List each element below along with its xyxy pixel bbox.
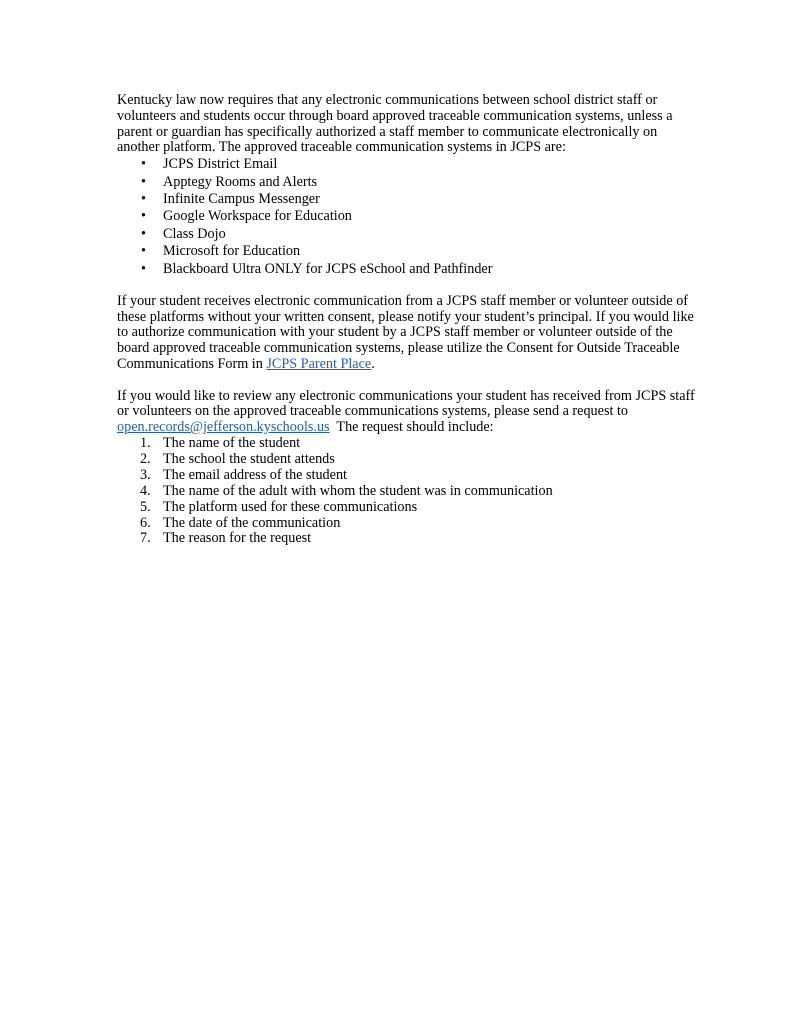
open-records-email-link[interactable]: open.records@jefferson.kyschools.us bbox=[117, 419, 330, 436]
parent-place-link[interactable]: JCPS Parent Place bbox=[266, 356, 372, 373]
list-item-label: The platform used for these communications bbox=[163, 498, 418, 515]
list-item-label: Apptegy Rooms and Alerts bbox=[163, 173, 318, 190]
list-item bbox=[117, 226, 701, 243]
list-item-label: The reason for the request bbox=[163, 530, 312, 547]
list-item bbox=[117, 174, 701, 191]
list-item-label: Blackboard Ultra ONLY for JCPS eSchool and Pathfinder bbox=[163, 260, 493, 277]
list-number: 5. bbox=[140, 498, 151, 515]
list-item bbox=[117, 243, 701, 260]
document-page bbox=[117, 93, 701, 547]
approved-systems-list bbox=[117, 156, 701, 278]
bullet-icon: • bbox=[141, 243, 146, 260]
intro-paragraph: Kentucky law now requires that any electronic communications between school district staff or volunteers and students occur through board approved traceable communication systems, unless a parent or guardian has specifically authorized a staff member to communicate electronically on another platform. The approved traceable communication systems in JCPS are: bbox=[117, 92, 673, 156]
request-items-list bbox=[117, 436, 701, 547]
bullet-icon: • bbox=[141, 173, 146, 190]
list-item-label: The name of the student bbox=[163, 435, 301, 451]
list-item bbox=[117, 436, 701, 452]
list-item bbox=[117, 484, 701, 500]
bullet-icon: • bbox=[141, 225, 146, 242]
review-text-end: The request should include: bbox=[329, 419, 494, 436]
list-item bbox=[117, 516, 701, 532]
consent-paragraph bbox=[117, 294, 701, 373]
list-item bbox=[117, 208, 701, 225]
list-item-label: Infinite Campus Messenger bbox=[163, 191, 320, 207]
list-item-label: Google Workspace for Education bbox=[163, 208, 352, 225]
list-item-label: Class Dojo bbox=[163, 225, 226, 242]
list-number: 3. bbox=[140, 466, 151, 483]
list-number: 6. bbox=[140, 514, 151, 531]
list-item-label: The school the student attends bbox=[163, 450, 335, 467]
list-number: 7. bbox=[140, 530, 151, 547]
review-text: If you would like to review any electronic communications your student has received from JCPS staff or volunteers on the approved traceable communications systems, please send a request to bbox=[117, 387, 695, 420]
consent-text-end: . bbox=[371, 356, 375, 373]
list-number: 1. bbox=[140, 435, 151, 451]
list-item bbox=[117, 500, 701, 516]
list-item-label: The date of the communication bbox=[163, 514, 341, 531]
list-item-label: The email address of the student bbox=[163, 466, 347, 483]
list-item bbox=[117, 261, 701, 278]
paragraph-spacer bbox=[117, 373, 701, 389]
list-item-label: Microsoft for Education bbox=[163, 243, 301, 260]
list-item bbox=[117, 156, 701, 173]
review-paragraph bbox=[117, 389, 701, 436]
bullet-icon: • bbox=[141, 191, 146, 207]
list-item bbox=[117, 452, 701, 468]
bullet-icon: • bbox=[141, 208, 146, 225]
list-item-label: JCPS District Email bbox=[163, 156, 278, 173]
list-number: 4. bbox=[140, 482, 151, 499]
bullet-icon: • bbox=[141, 156, 146, 173]
bullet-icon: • bbox=[141, 260, 146, 277]
consent-text: If your student receives electronic communication from a JCPS staff member or volunteer outside of these platforms without your written consent, please notify your student’s principal. If you would like to authorize communication with your student by a JCPS staff member or volunteer outside of the board approved traceable communication systems, please utilize the Consent for Outside Traceable Communications Form in bbox=[117, 292, 694, 373]
list-item bbox=[117, 468, 701, 484]
list-item bbox=[117, 191, 701, 208]
paragraph-spacer bbox=[117, 278, 701, 294]
list-number: 2. bbox=[140, 450, 151, 467]
list-item-label: The name of the adult with whom the student was in communication bbox=[163, 482, 553, 499]
list-item bbox=[117, 531, 701, 547]
